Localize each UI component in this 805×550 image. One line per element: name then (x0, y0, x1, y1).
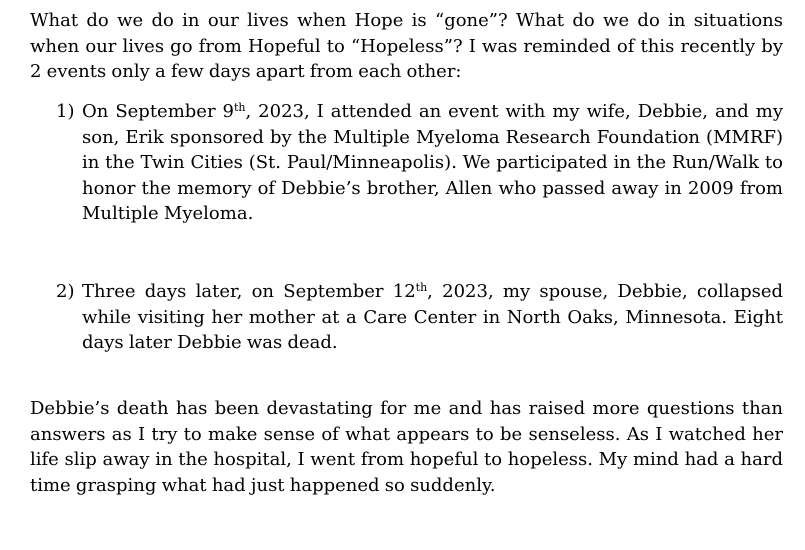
list-item-text-start: Three days later, on September 12 (82, 281, 416, 302)
ordinal-suffix: th (415, 281, 428, 294)
intro-paragraph: What do we do in our lives when Hope is “gone”? What do we do in situations when our lives go from Hopeful to “Hopeless”? I was reminded of this recently by 2 events only a few days apart from each other: (30, 10, 783, 82)
list-marker: 2) (56, 281, 75, 302)
closing-paragraph: Debbie’s death has been devastating for me and has raised more questions than answers as I try to make sense of what appears to be senseless. As I watched her life slip away in the hospital, I went from hopeful to hopeless. My mind had a hard time grasping what had just happened so suddenly. (30, 398, 783, 496)
ordinal-suffix: th (233, 101, 246, 114)
list-marker: 1) (56, 101, 75, 122)
list-item-text-rest: , 2023, my spouse, Debbie, collapsed while visiting her mother at a Care Center in North Oaks, Minnesota. Eight days later Debbie was dead. (82, 281, 783, 353)
list-item (56, 99, 783, 227)
list-item-text-rest: , 2023, I attended an event with my wife, Debbie, and my son, Erik sponsored by the Multiple Myeloma Research Foundation (MMRF) in the Twin Cities (St. Paul/Minneapolis). We participated in the Run/Walk to honor the memory of Debbie’s brother, Allen who passed away in 2009 from Multiple Myeloma. (82, 101, 784, 224)
list-item-text (82, 279, 783, 356)
list-item-text (82, 99, 783, 227)
list-item (56, 279, 783, 356)
list-item-text-start: On September 9 (82, 101, 234, 122)
